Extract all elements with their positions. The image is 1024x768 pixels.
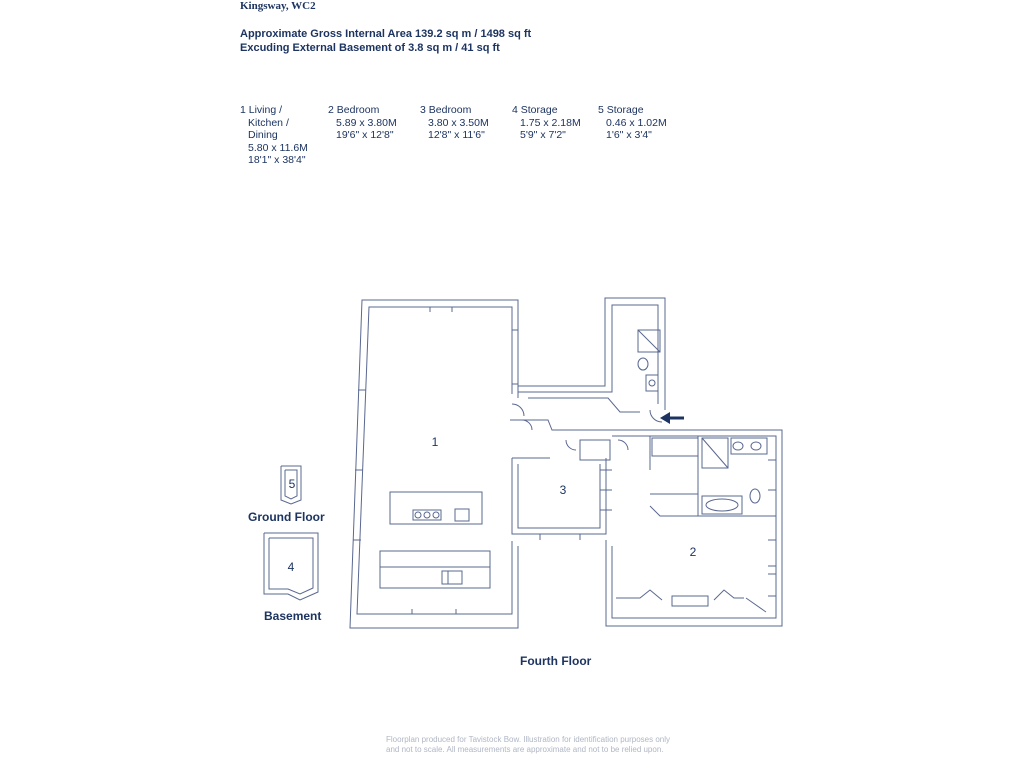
room-imperial: 18'1" x 38'4" (248, 154, 306, 166)
room-number-3: 3 (559, 483, 567, 497)
kitchen-island (390, 492, 482, 524)
entrance-arrow-icon (660, 412, 684, 424)
kitchen-counter (380, 551, 490, 588)
room-name: 3 Bedroom (420, 104, 472, 116)
room-name-cont: Kitchen / (248, 116, 289, 129)
room-name: 5 Storage (598, 104, 644, 116)
ground-floor-label: Ground Floor (248, 510, 325, 524)
room-metric: 3.80 x 3.50M (428, 116, 489, 129)
room-number-4: 4 (287, 560, 295, 574)
room-name-cont: Dining (248, 129, 278, 141)
room-imperial: 12'8" x 11'6" (428, 129, 485, 141)
room-metric: 5.80 x 11.6M (248, 141, 308, 154)
room-number-2: 2 (689, 545, 697, 559)
disclaimer-text: Floorplan produced for Tavistock Bow. Illustration for identification purposes only and not to scale. All measurements are approximate and not to be relied upon. (386, 735, 671, 754)
gross-area-line: Approximate Gross Internal Area 139.2 sq m / 1498 sq ft (240, 28, 532, 40)
room-metric: 1.75 x 2.18M (520, 116, 581, 129)
room-number-5: 5 (288, 477, 296, 491)
hallway-walls (510, 298, 665, 450)
room-name: 2 Bedroom (328, 104, 380, 116)
room-number-1: 1 (431, 435, 439, 449)
fourth-floor-label: Fourth Floor (520, 654, 592, 668)
room-name: 1 Living / (240, 104, 283, 116)
cloakroom (638, 330, 660, 391)
property-address: Kingsway, WC2 (240, 0, 316, 12)
room-imperial: 5'9" x 7'2" (520, 129, 566, 141)
room-imperial: 1'6" x 3'4" (606, 129, 652, 141)
room-metric: 0.46 x 1.02M (606, 116, 667, 129)
bedroom-2-walls (606, 430, 782, 626)
room-name: 4 Storage (512, 104, 558, 116)
basement-area-line: Excuding External Basement of 3.8 sq m / 41 sq ft (240, 42, 500, 54)
living-room-walls (350, 300, 518, 628)
basement-label: Basement (264, 609, 322, 623)
room-metric: 5.89 x 3.80M (336, 116, 397, 129)
room-imperial: 19'6" x 12'8" (336, 129, 394, 141)
